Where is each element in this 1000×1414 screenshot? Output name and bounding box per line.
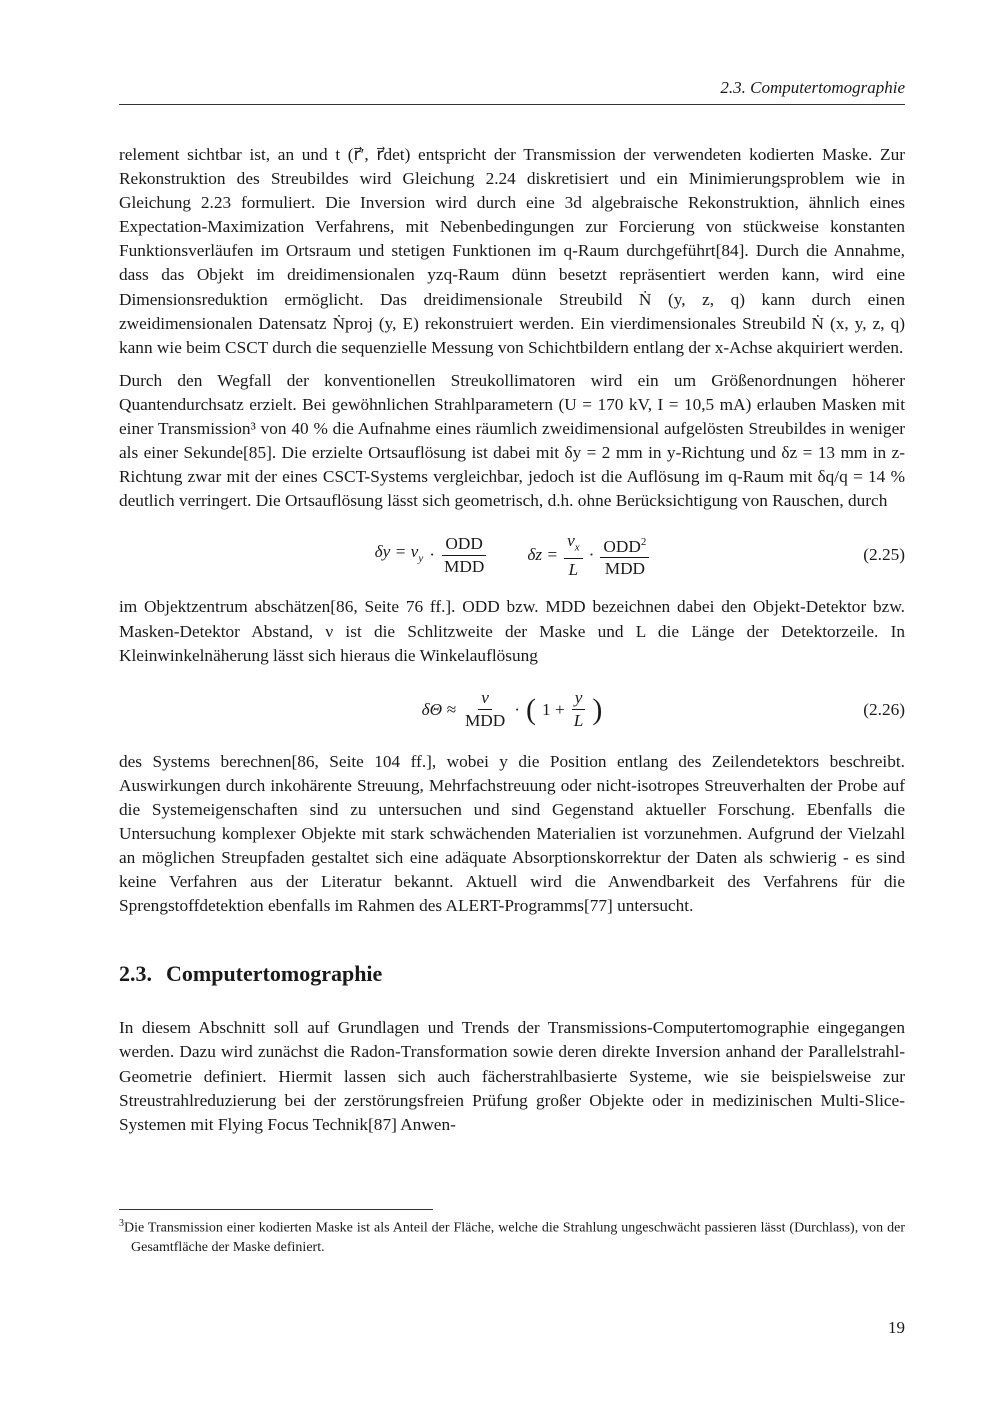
equation-number-2-25: (2.25) [863, 545, 905, 565]
paragraph-3: im Objektzentrum abschätzen[86, Seite 76 ff.]. ODD bzw. MDD bezeichnen dabei den Objekt-Detektor bzw. Masken-Detektor Abstand, ν ist die Schlitzweite der Maske und L die Länge der Detektorzeile. In Kleinwinkelnäherung lässt sich hieraus die Winkelauflösung [119, 597, 905, 665]
eq225-fraction-odd-mdd: $\frac{\text{ODD}}{\text{MDD}}$ [443, 533, 485, 576]
footnote-rule [119, 1209, 433, 1210]
equation-2-26-expression [422, 687, 603, 732]
equation-2-26 [119, 678, 905, 742]
eq225-dot1: · [429, 545, 435, 565]
eq225-lhs2: δz = [527, 545, 559, 565]
equation-2-25-left [375, 533, 488, 578]
eq226-lhs: δΘ ≈ [421, 699, 456, 719]
equation-2-25-right [527, 530, 649, 581]
eq226-one-plus: 1 + [542, 699, 565, 719]
eq226-dot: · [514, 699, 521, 719]
eq225-dot2: · [588, 545, 595, 565]
paragraph-5: In diesem Abschnitt soll auf Grundlagen und Trends der Transmissions-Computertomographie eingegangen werden. Dazu wird zunächst die Radon-Transformation sowie deren direkte Inversion anhand der Parallelstrahl-Geometrie definiert. Hiermit lassen sich auch fächerstrahlbasierte Systeme, wie sie beispielsweise zur Streustrahlreduzierung bei der zerstörungsfreien Prüfung großer Objekte oder in medizinischen Multi-Slice-Systemen mit Flying Focus Technik[87] Anwen- [119, 1018, 905, 1134]
equation-2-25 [119, 523, 905, 587]
eq225-fraction-odd2-mdd: $\frac{ODD^2}{\text{MDD}}$ [600, 531, 649, 581]
page-number: 19 [888, 1318, 905, 1337]
eq226-paren-close: ) [592, 692, 603, 726]
eq226-fraction-y-l: $\frac{y}{L}$ [571, 687, 587, 732]
equation-number-2-26: (2.26) [863, 699, 905, 719]
section-title: Computertomographie [166, 961, 383, 987]
eq226-paren-open: ( [526, 692, 537, 726]
eq226-fraction-nu-mdd: $\frac{\nu}{\text{MDD}}$ [464, 688, 506, 731]
paragraph-4: des Systems berechnen[86, Seite 104 ff.], wobei y die Position entlang des Zeilendetektors beschreibt. Auswirkungen durch inkohärente Streuung, Mehrfachstreuung oder nicht-isotropes Streuverhalten der Probe auf die Systemeigenschaften sind zu untersuchen und sind Gegenstand aktueller Forschung. Ebenfalls die Untersuchung komplexer Objekte mit stark schwächenden Materialien ist vorzunehmen. Aufgrund der Vielzahl an möglichen Streupfaden gestaltet sich eine adäquate Absorptionskorrektur der Daten als schwierig - es sind keine Verfahren aus der Literatur bekannt. Aktuell wird die Anwendbarkeit des Verfahrens für die Sprengstoffdetektion ebenfalls im Rahmen des ALERT-Programms[77] untersucht. [119, 751, 905, 916]
paragraph-1: relement sichtbar ist, an und t (r⃗′, r⃗det) entspricht der Transmission der verwendeten kodierten Maske. Zur Rekonstruktion des Streubildes wird Gleichung 2.24 diskretisiert und ein Minimierungsproblem wie in Gleichung 2.23 formuliert. Die Inversion wird durch eine 3d algebraische Rekonstruktion, ähnlich eines Expectation-Maximization Verfahrens, mit Nebenbedingungen zur Forcierung von stückweise konstanten Funktionsverläufen im Ortsraum und stetigen Funktionen im q-Raum durchgeführt[84]. Durch die Annahme, dass das Objekt im dreidimensionalen yzq-Raum dünn besetzt repräsentiert werden kann, wird eine Dimensionsreduktion ermöglicht. Das dreidimensionale Streubild Ṅ (y, z, q) kann durch einen zweidimensionalen Datensatz Ṅproj (y, E) rekonstruiert werden. Ein vierdimensionales Streubild Ṅ (x, y, z, q) kann wie beim CSCT durch die sequenzielle Messung von Schichtbildern entlang der x-Achse akquiriert werden. [119, 145, 905, 357]
page-body [119, 143, 905, 1137]
paragraph-2: Durch den Wegfall der konventionellen Streukollimatoren wird ein um Größenordnungen höherer Quantendurchsatz erzielt. Bei gewöhnlichen Strahlparametern (U = 170 kV, I = 10,5 mA) erlauben Masken mit einer Transmission³ von 40 % die Aufnahme eines räumlich zweidimensional aufgelösten Streubildes in weniger als einer Sekunde[85]. Die erzielte Ortsauflösung ist dabei mit δy = 2 mm in y-Richtung und δz = 13 mm in z-Richtung zwar mit der eines CSCT-Systems vergleichbar, jedoch ist die Auflösung im q-Raum mit δq/q = 14 % deutlich verringert. Die Ortsauflösung lässt sich geometrisch, d.h. ohne Berücksichtigung von Rauschen, durch [119, 370, 905, 511]
section-number: 2.3. [119, 961, 152, 987]
footnote [119, 1214, 905, 1257]
running-header: 2.3. Computertomographie [720, 78, 905, 97]
eq225-fraction-nu-l: $\frac{\nu_x}{L}$ [564, 530, 583, 581]
footnote-mark: 3 [119, 1218, 124, 1229]
eq225-lhs1: $\delta y = \nu_y$ [374, 542, 424, 565]
footnote-text: Die Transmission einer kodierten Maske ist als Anteil der Fläche, welche die Strahlung ungeschwächt passieren lässt (Durchlass), von der Gesamtfläche der Maske definiert. [124, 1220, 905, 1255]
header-rule [119, 104, 905, 105]
section-heading [119, 960, 905, 988]
